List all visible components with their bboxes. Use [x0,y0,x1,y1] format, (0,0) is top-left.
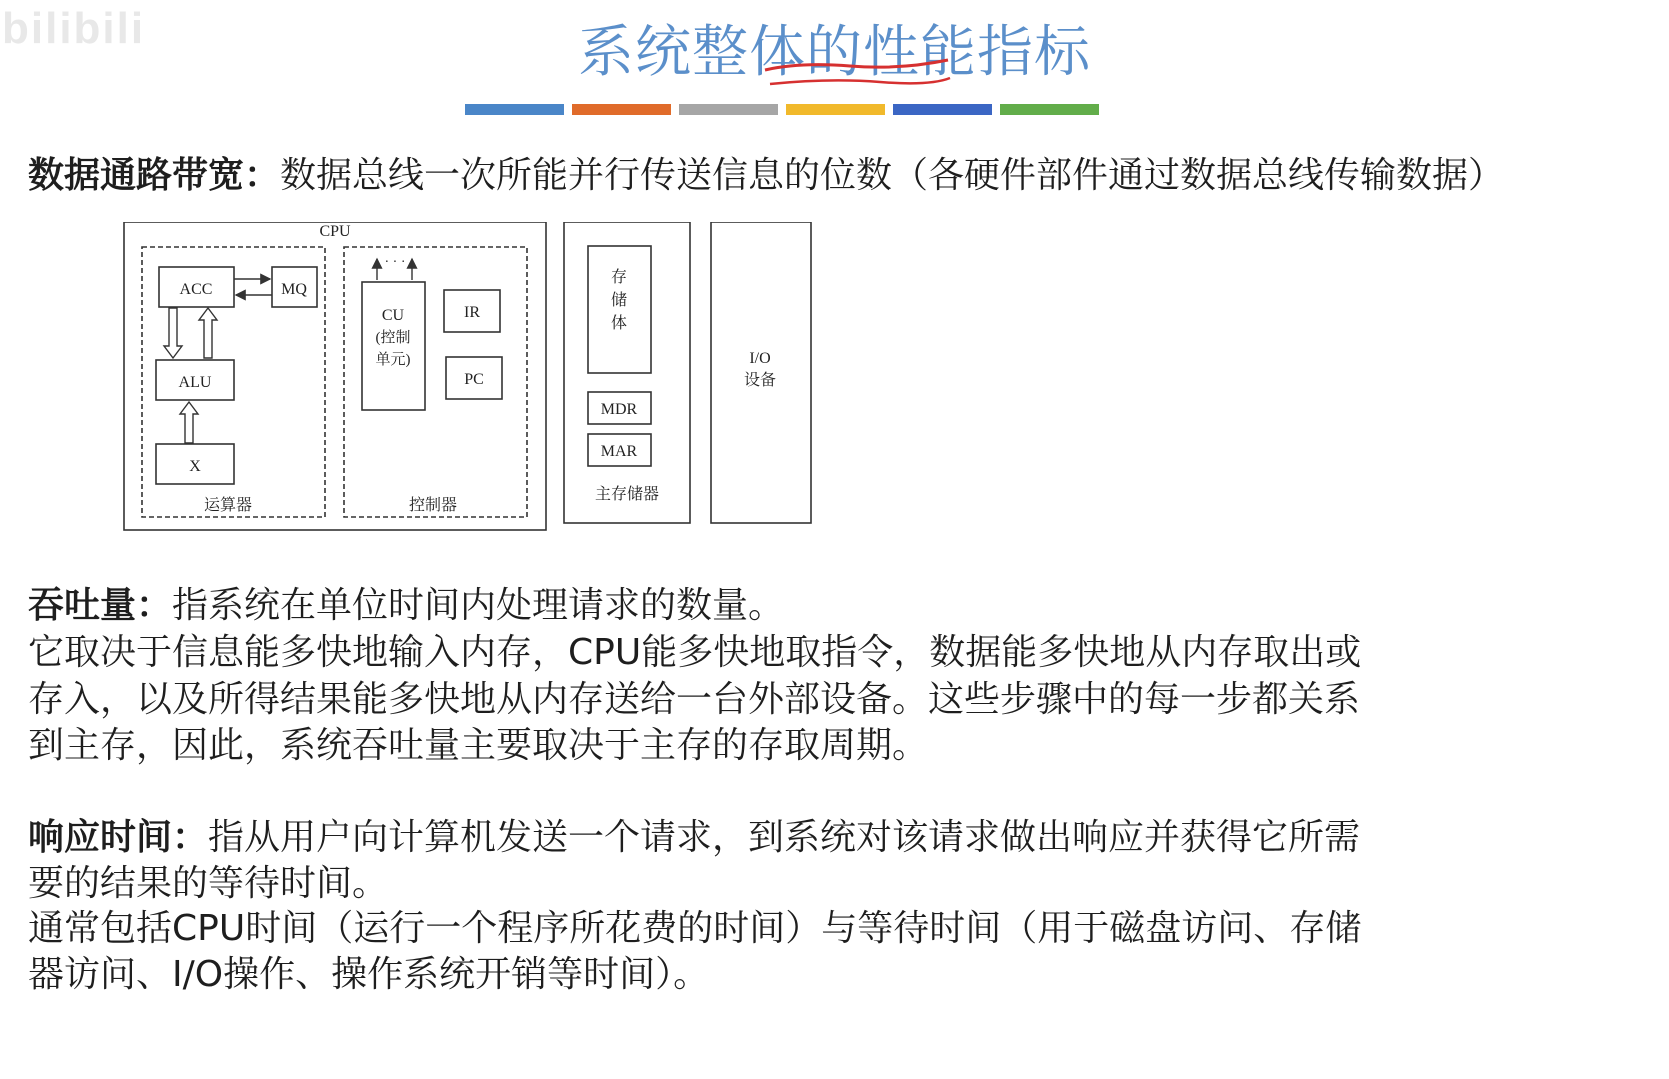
mq-label: MQ [281,281,307,298]
alu-unit-label: 运算器 [203,497,253,514]
mar-label: MAR [600,443,638,460]
mdr-label: MDR [600,401,638,418]
response-definition [28,814,1360,862]
throughput-line-1: 它取决于信息能多快地输入内存，CPU能多快地取指令，数据能多快地从内存取出或 [28,632,1362,673]
control-unit-box [344,247,527,517]
response-line-2: 器访问、I/O操作、操作系统开销等时间）。 [28,954,710,995]
storage-body-box [588,246,651,373]
pc-label: PC [464,371,484,388]
x-label: X [189,458,201,475]
color-bar [786,104,885,115]
bandwidth-paragraph [28,152,1504,200]
throughput-line-2: 存入，以及所得结果能多快地从内存送给一台外部设备。这些步骤中的每一步都关系 [28,679,1361,720]
response-def-1: 指从用户向计算机发送一个请求，到系统对该请求做出响应并获得它所需 [208,817,1361,858]
ellipsis-label: · · · [384,255,406,270]
cu-label-3: 单元) [375,352,411,368]
computer-structure-diagram [122,222,822,542]
color-bar-strip [465,104,1099,115]
bilibili-watermark: bilibili [2,4,146,53]
cu-label-2: (控制 [375,330,411,346]
ir-label: IR [464,304,480,321]
storage-label-1: 存 [610,269,628,286]
bandwidth-text: 数据总线一次所能并行传送信息的位数（各硬件部件通过数据总线传输数据） [280,155,1505,196]
throughput-def: 指系统在单位时间内处理请求的数量。 [172,585,785,626]
throughput-definition [28,582,784,630]
storage-label-3: 体 [610,315,628,332]
control-unit-label: 控制器 [408,497,458,514]
cu-box [362,282,425,410]
response-term: 响应时间： [28,817,209,858]
alu-label: ALU [178,374,212,391]
color-bar [1000,104,1099,115]
color-bar [679,104,778,115]
io-label-1: I/O [749,350,771,367]
throughput-line-3: 到主存，因此，系统吞吐量主要取决于主存的存取周期。 [28,725,929,766]
bandwidth-term: 数据通路带宽： [28,155,281,196]
main-memory-label: 主存储器 [594,486,660,503]
response-def-line-2: 要的结果的等待时间。 [28,863,389,904]
cpu-label: CPU [319,223,351,240]
io-label-2: 设备 [743,372,777,389]
storage-label-2: 储 [610,292,628,309]
throughput-term: 吞吐量： [28,585,173,626]
acc-label: ACC [179,281,213,298]
cu-label-1: CU [381,307,405,324]
color-bar [572,104,671,115]
red-underline-annotation [0,0,1669,100]
page-title: 系统整体的性能指标 [578,20,1091,85]
response-line-1: 通常包括CPU时间（运行一个程序所花费的时间）与等待时间（用于磁盘访问、存储 [28,908,1362,949]
color-bar [893,104,992,115]
color-bar [465,104,564,115]
